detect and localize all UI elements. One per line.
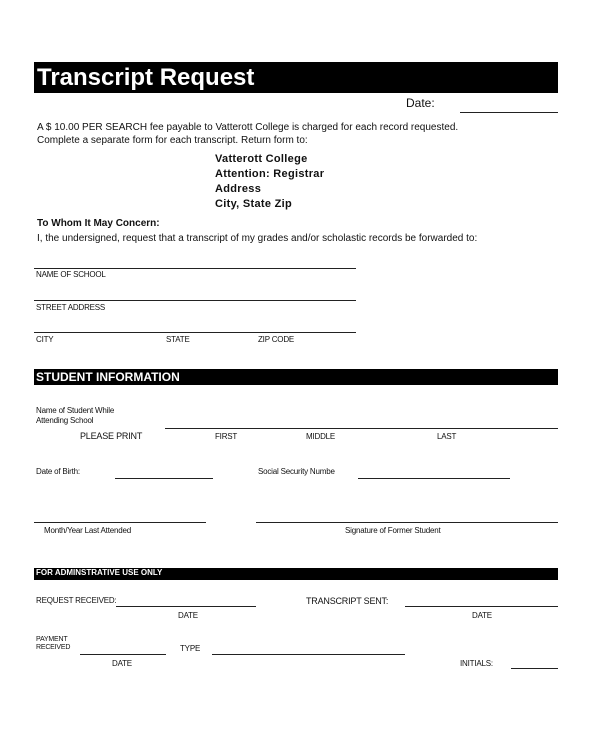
return-address-line1: Vatterott College <box>215 153 308 165</box>
admin-bar <box>34 568 558 580</box>
school-name-line[interactable] <box>34 268 356 269</box>
middle-name-label: MIDDLE <box>306 432 336 441</box>
admin-heading: FOR ADMINSTRATIVE USE ONLY <box>36 568 163 577</box>
city-label: CITY <box>36 335 54 344</box>
student-name-label-line1: Name of Student While <box>36 406 115 415</box>
transcript-sent-line[interactable] <box>405 606 558 607</box>
last-attended-line[interactable] <box>34 522 206 523</box>
title-bar <box>34 62 558 93</box>
request-text: I, the undersigned, request that a transcript of my grades and/or scholastic records be forwarded to: <box>37 233 478 244</box>
page-title: Transcript Request <box>37 64 255 91</box>
dob-line[interactable] <box>115 478 213 479</box>
student-info-bar <box>34 369 558 385</box>
return-address-line4: City, State Zip <box>215 198 293 210</box>
student-info-heading: STUDENT INFORMATION <box>36 370 180 384</box>
last-attended-label: Month/Year Last Attended <box>44 526 131 535</box>
dob-label: Date of Birth: <box>36 467 80 476</box>
payment-type-label: TYPE <box>180 644 201 653</box>
please-print-label: PLEASE PRINT <box>80 431 143 441</box>
student-name-line[interactable] <box>165 428 558 429</box>
complete-text: Complete a separate form for each transcript. Return form to: <box>37 135 308 146</box>
zip-code-label: ZIP CODE <box>258 335 295 344</box>
signature-label: Signature of Former Student <box>345 526 441 535</box>
signature-line[interactable] <box>256 522 558 523</box>
transcript-sent-date-label: DATE <box>472 611 492 620</box>
student-name-label-line2: Attending School <box>36 416 94 425</box>
street-address-line[interactable] <box>34 300 356 301</box>
payment-date-label: DATE <box>112 659 132 668</box>
state-label: STATE <box>166 335 190 344</box>
fee-text: A $ 10.00 PER SEARCH fee payable to Vatterott College is charged for each record requested. <box>37 122 459 133</box>
street-address-label: STREET ADDRESS <box>36 303 106 312</box>
last-name-label: LAST <box>437 432 457 441</box>
transcript-sent-label: TRANSCRIPT SENT: <box>306 596 389 606</box>
payment-label-line2: RECEIVED <box>36 644 71 651</box>
first-name-label: FIRST <box>215 432 238 441</box>
return-address-line2: Attention: Registrar <box>215 168 325 180</box>
date-label: Date: <box>406 96 435 110</box>
request-received-line[interactable] <box>116 606 256 607</box>
date-line[interactable] <box>460 112 558 113</box>
ssn-label: Social Security Numbe <box>258 467 335 476</box>
salutation: To Whom It May Concern: <box>37 218 160 229</box>
payment-type-line[interactable] <box>212 654 405 655</box>
city-state-zip-line[interactable] <box>34 332 356 333</box>
return-address-line3: Address <box>215 183 262 195</box>
initials-label: INITIALS: <box>460 659 493 668</box>
request-received-label: REQUEST RECEIVED: <box>36 596 117 605</box>
payment-label-line1: PAYMENT <box>36 636 68 643</box>
ssn-line[interactable] <box>358 478 510 479</box>
school-name-label: NAME OF SCHOOL <box>36 270 106 279</box>
payment-date-line[interactable] <box>80 654 166 655</box>
initials-line[interactable] <box>511 668 558 669</box>
request-received-date-label: DATE <box>178 611 198 620</box>
